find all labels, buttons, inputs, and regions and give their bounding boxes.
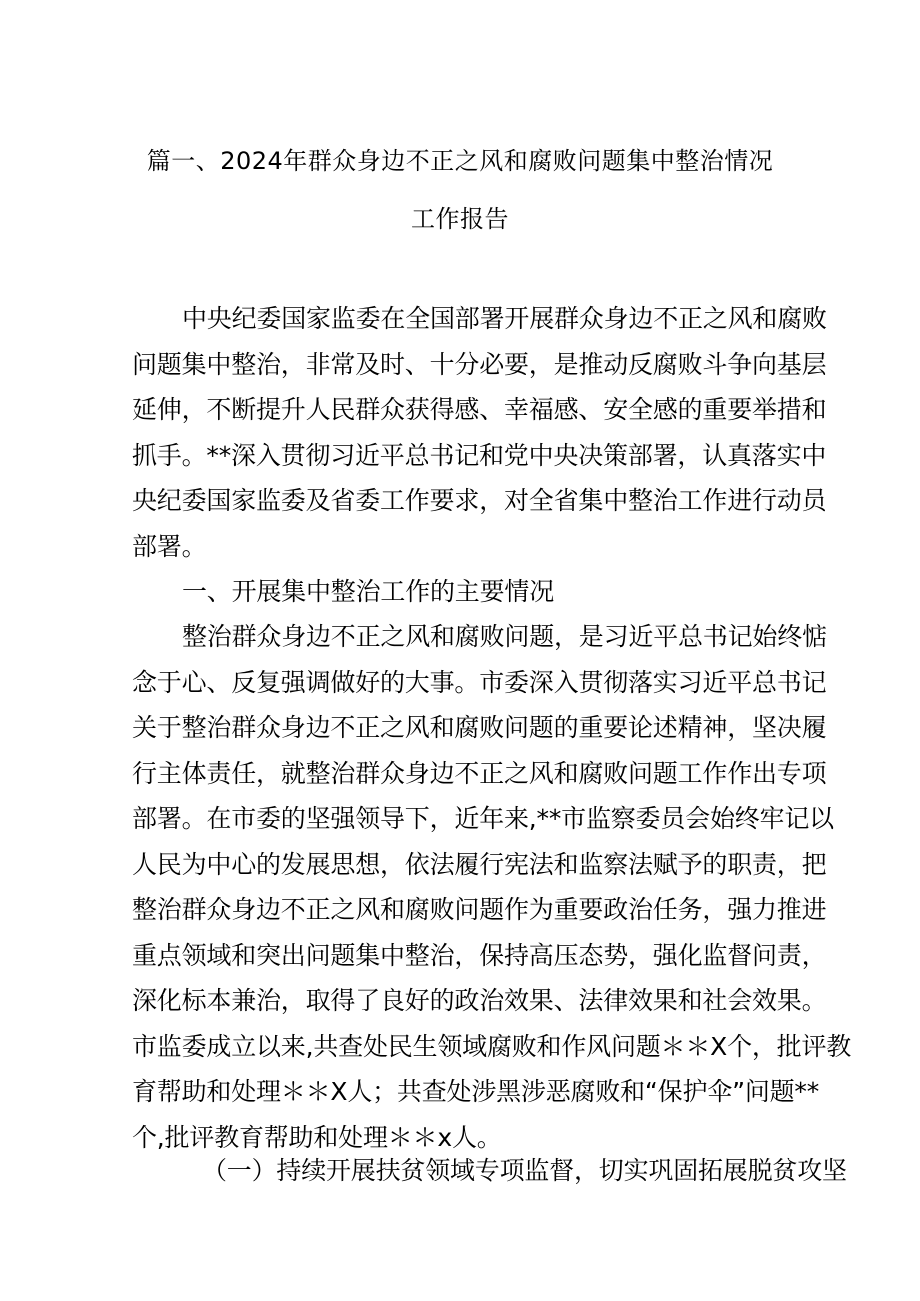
paragraph-line: 延伸，不断提升人民群众获得感、幸福感、安全感的重要举措和 [132, 395, 827, 424]
paragraph-line: 行主体责任，就整治群众身边不正之风和腐败问题工作作出专项 [132, 758, 827, 788]
paragraph-line: 育帮助和处理＊＊X人；共查处涉黑涉恶腐败和“保护伞”问题** [132, 1077, 820, 1106]
paragraph-line: 重点领域和突出问题集中整治，保持高压态势，强化监督问责， [132, 940, 827, 970]
document-title-line1: 篇一、2024年群众身边不正之风和腐败问题集中整治情况 [146, 147, 774, 175]
paragraph-line: 整治群众身边不正之风和腐败问题作为重要政治任务，强力推进 [132, 895, 827, 924]
paragraph-line: 人民为中心的发展思想，依法履行宪法和监察法赋予的职责，把 [132, 849, 827, 879]
heading-line: 一、开展集中整治工作的主要情况 [182, 577, 555, 606]
paragraph-line: 央纪委国家监委及省委工作要求，对全省集中整治工作进行动员 [132, 486, 827, 515]
paragraph-line: 中央纪委国家监委在全国部署开展群众身边不正之风和腐败 [182, 304, 827, 333]
paragraph-line: 整治群众身边不正之风和腐败问题，是习近平总书记始终惦 [182, 622, 827, 651]
paragraph-line: 念于心、反复强调做好的大事。市委深入贯彻落实习近平总书记 [132, 667, 827, 697]
paragraph-line: 市监委成立以来,共查处民生领域腐败和作风问题＊＊X个，批评教 [132, 1031, 852, 1061]
body-paragraph [132, 614, 852, 1160]
paragraph-line: 部署。在市委的坚强领导下，近年来,**市监察委员会始终牢记以 [132, 804, 834, 833]
section-heading-2 [132, 1148, 847, 1194]
paragraph-line: 个,批评教育帮助和处理＊＊x人。 [132, 1122, 502, 1152]
document-title-line2: 工作报告 [411, 205, 509, 233]
heading-line: （一）持续开展扶贫领域专项监督，切实巩固拓展脱贫攻坚 [202, 1156, 847, 1185]
paragraph-line: 部署。 [132, 531, 207, 561]
intro-paragraph [132, 296, 827, 569]
paragraph-line: 抓手。**深入贯彻习近平总书记和党中央决策部署，认真落实中 [132, 440, 827, 470]
paragraph-line: 问题集中整治，非常及时、十分必要，是推动反腐败斗争向基层 [132, 349, 827, 379]
section-heading-1 [132, 569, 797, 615]
paragraph-line: 关于整治群众身边不正之风和腐败问题的重要论述精神，坚决履 [132, 713, 827, 742]
paragraph-line: 深化标本兼治，取得了良好的政治效果、法律效果和社会效果。 [132, 986, 827, 1015]
